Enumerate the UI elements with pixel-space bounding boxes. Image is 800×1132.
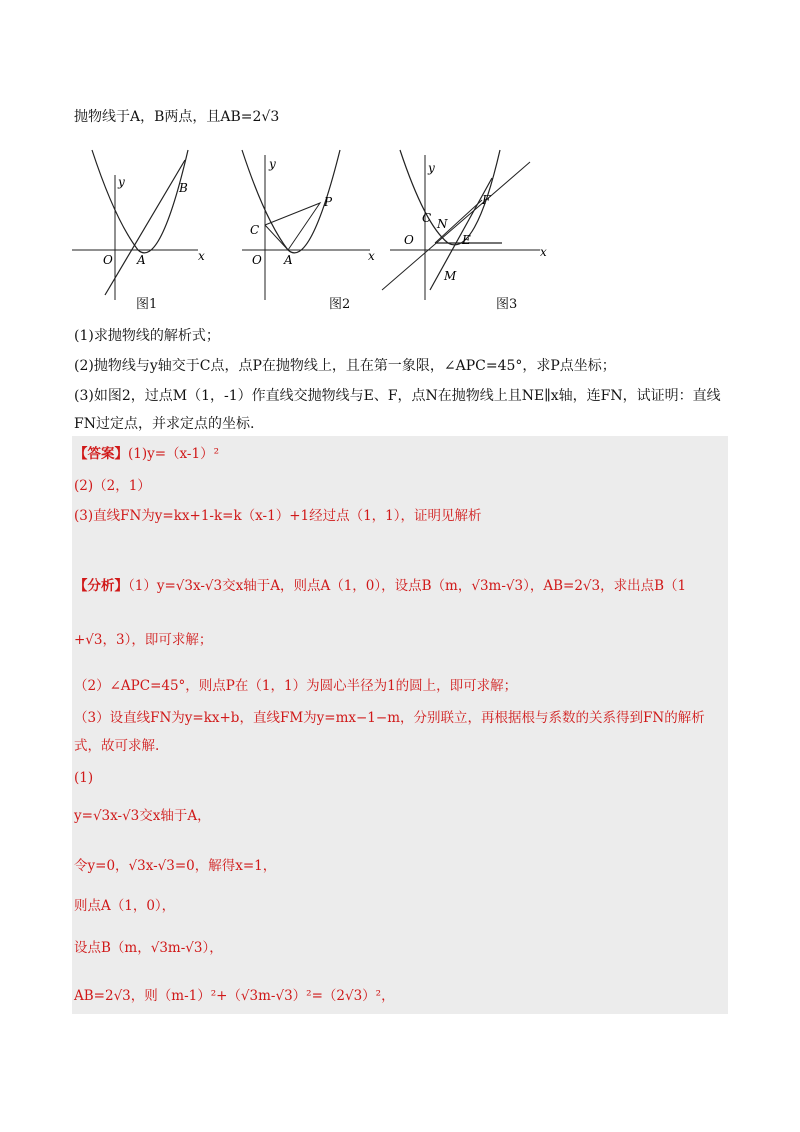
figures xyxy=(70,140,550,315)
fig3-x: x xyxy=(540,245,547,259)
question-3-line-2: FN过定点，并求定点的坐标. xyxy=(74,416,255,432)
solution-line-2: 令y=0，√3x-√3=0，解得x=1， xyxy=(74,858,277,874)
figure-2 xyxy=(242,150,370,300)
fig1-B: B xyxy=(179,181,188,195)
analysis-p3: （3）设直线FN为y=kx+b，直线FM为y=mx−1−m，分别联立，再根据根与系数的关系得到FN的解析 xyxy=(74,710,705,726)
fig2-O: O xyxy=(252,253,262,267)
fig3-y: y xyxy=(428,161,435,175)
figure-3-caption: 图3 xyxy=(496,297,518,312)
question-1: (1)求抛物线的解析式； xyxy=(74,328,220,344)
answer-1: (1)y=（x-1）² xyxy=(128,446,219,462)
solution-line-3: 则点A（1，0）， xyxy=(74,898,176,914)
question-3-line-1: (3)如图2，过点M（1，-1）作直线交抛物线与E、F，点N在抛物线上且NE∥x轴，连FN，试证明：直线 xyxy=(74,388,721,404)
fig2-C: C xyxy=(250,223,260,237)
fig1-O: O xyxy=(103,253,113,267)
analysis-p1: （1）y=√3x-√3交x轴于A，则点A（1，0），设点B（m，√3m-√3），AB=2√3，求出点B（1 xyxy=(128,578,687,594)
solution-line-5: AB=2√3，则（m-1）²+（√3m-√3）²=（2√3）²， xyxy=(74,988,395,1004)
fig1-x: x xyxy=(198,249,205,263)
figure-1-caption: 图1 xyxy=(136,297,158,312)
fig2-A: A xyxy=(284,253,293,267)
analysis-p2: （2）∠APC=45°，则点P在（1，1）为圆心半径为1的圆上，即可求解； xyxy=(74,678,518,694)
figure-2-caption: 图2 xyxy=(329,297,351,312)
answer-2: (2)（2，1） xyxy=(74,478,151,494)
fig2-x: x xyxy=(368,249,375,263)
solution-line-4: 设点B（m，√3m-√3）， xyxy=(74,940,223,956)
question-2: (2)抛物线与y轴交于C点，点P在抛物线上，且在第一象限，∠APC=45°，求P点坐标； xyxy=(74,358,616,374)
solution-label: (1) xyxy=(74,770,94,786)
answer-line-1 xyxy=(74,444,219,464)
analysis-p1b: +√3，3），即可求解； xyxy=(74,632,213,648)
fig3-O: O xyxy=(404,233,414,247)
fig1-y: y xyxy=(118,175,125,189)
analysis-line-1 xyxy=(74,576,686,596)
fig3-E: E xyxy=(462,233,471,247)
fig3-N: N xyxy=(437,217,448,231)
figure-3 xyxy=(382,150,540,300)
fig3-C: C xyxy=(422,211,432,225)
solution-line-1: y=√3x-√3交x轴于A， xyxy=(74,808,211,824)
answer-tag: 【答案】 xyxy=(74,446,128,462)
fig2-y: y xyxy=(269,157,276,171)
analysis-tag: 【分析】 xyxy=(74,578,128,594)
fig3-F: F xyxy=(482,193,491,207)
answer-3: (3)直线FN为y=kx+1-k=k（x-1）+1经过点（1，1），证明见解析 xyxy=(74,508,482,524)
fig2-P: P xyxy=(324,195,333,209)
figure-1 xyxy=(72,150,198,300)
analysis-p3b: 式，故可求解. xyxy=(74,738,160,754)
fig3-M: M xyxy=(444,269,457,283)
problem-intro: 抛物线于A，B两点，且AB=2√3 xyxy=(74,109,280,125)
fig1-A: A xyxy=(137,253,146,267)
